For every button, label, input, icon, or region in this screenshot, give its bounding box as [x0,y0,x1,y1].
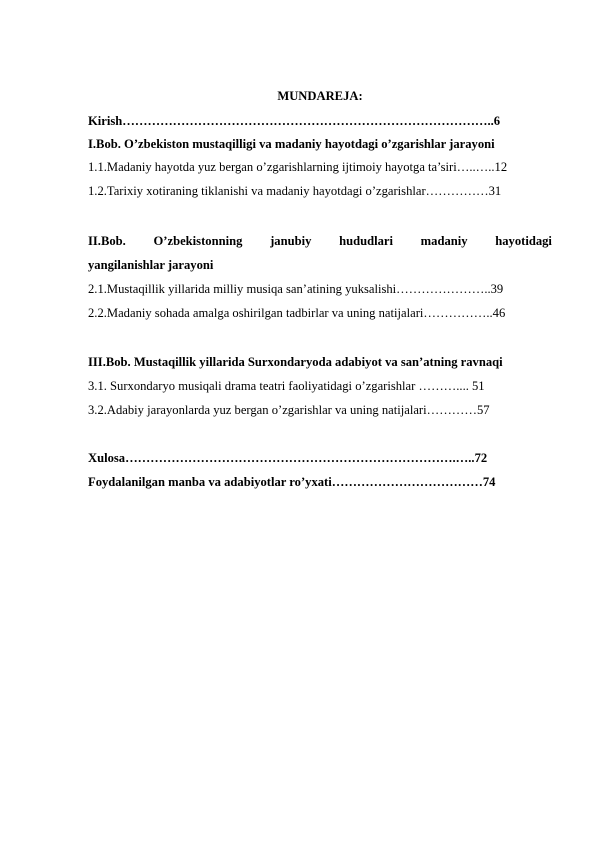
toc-section-1-2: 1.2.Tarixiy xotiraning tiklanishi va madaniy hayotdagi o’zgarishlar……………31 [88,184,502,198]
toc-section-3-1: 3.1. Surxondaryo musiqali drama teatri faoliyatidagi o’zgarishlar ……….... 51 [88,379,485,393]
toc-chapter-2-heading-line-2: yangilanishlar jarayoni [88,258,214,272]
heading-word: hayotidagi [495,234,552,248]
heading-word: hududlari [339,234,393,248]
toc-entry-introduction: Kirish……………………………………………………………………………..6 [88,114,501,128]
heading-word: II.Bob. [88,234,126,248]
heading-word: janubiy [270,234,312,248]
toc-chapter-2-heading-line-1 [88,233,552,249]
toc-entry-references: Foydalanilgan manba va adabiyotlar ro’yxati………………………………74 [88,475,496,489]
toc-section-2-2: 2.2.Madaniy sohada amalga oshirilgan tadbirlar va uning natijalari……………..46 [88,306,506,320]
toc-section-1-1: 1.1.Madaniy hayotda yuz bergan o’zgarishlarning ijtimoiy hayotga ta’siri…..…..12 [88,160,508,174]
toc-title: MUNDAREJA: [277,89,363,103]
toc-section-2-1: 2.1.Mustaqillik yillarida milliy musiqa san’atining yuksalishi…………………..39 [88,282,504,296]
heading-word: O’zbekistonning [153,234,243,248]
toc-chapter-1-heading: I.Bob. O’zbekiston mustaqilligi va madaniy hayotdagi o’zgarishlar jarayoni [88,137,495,151]
toc-chapter-3-heading: III.Bob. Mustaqillik yillarida Surxondaryoda adabiyot va san’atning ravnaqi [88,355,503,369]
toc-entry-conclusion: Xulosa…………………………………………………………………….…..72 [88,451,488,465]
heading-word: madaniy [420,234,468,248]
toc-section-3-2: 3.2.Adabiy jarayonlarda yuz bergan o’zgarishlar va uning natijalari…………57 [88,403,490,417]
document-page [88,0,552,842]
